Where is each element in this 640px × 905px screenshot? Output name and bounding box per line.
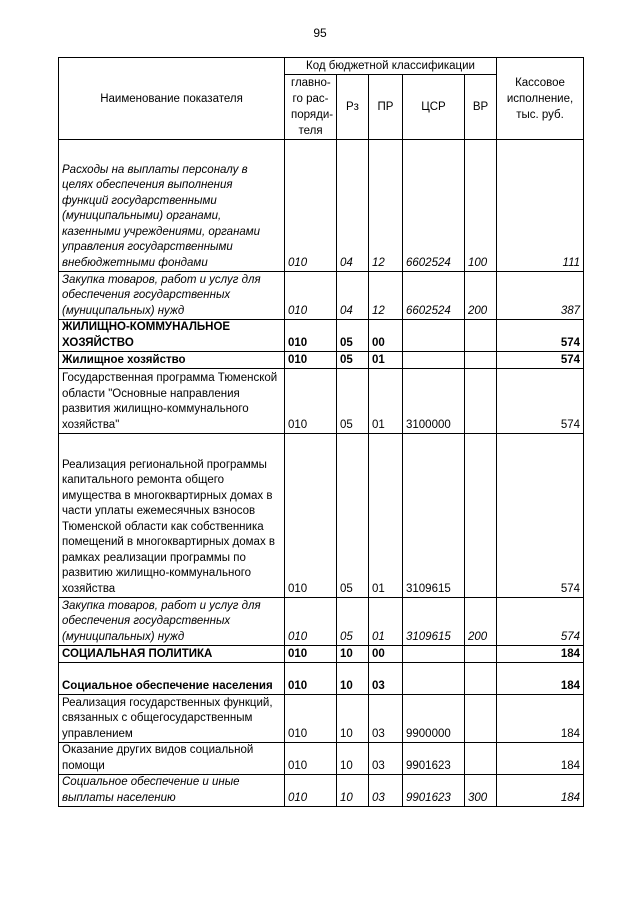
row-name-cell: Реализация государственных функций, связанных с общегосударственным управлением (59, 695, 285, 743)
row-glav-cell: 010 (285, 352, 337, 369)
row-amount-cell: 574 (497, 369, 584, 434)
row-name-cell: Жилищное хозяйство (59, 352, 285, 369)
row-pr-cell: 03 (369, 695, 403, 743)
row-amount-cell: 184 (497, 775, 584, 807)
row-pr-cell: 03 (369, 775, 403, 807)
row-pr-cell: 03 (369, 743, 403, 775)
row-name-cell: Социальное обеспечение населения (59, 663, 285, 695)
row-name-cell: СОЦИАЛЬНАЯ ПОЛИТИКА (59, 646, 285, 663)
row-name-cell: Расходы на выплаты персоналу в целях обеспечения выполнения функций государственными (муниципальными) органами, казенными учреждениями, органами управления государственными внебюджетными фондами (59, 140, 285, 272)
header-code-group: Код бюджетной классификации (285, 58, 497, 75)
row-glav-cell: 010 (285, 695, 337, 743)
row-csr-cell (403, 646, 465, 663)
row-glav-cell: 010 (285, 272, 337, 320)
table-row (59, 369, 584, 434)
header-rz: Рз (337, 75, 369, 140)
row-vr-cell: 200 (465, 598, 497, 646)
row-rz-cell: 04 (337, 272, 369, 320)
table-row (59, 695, 584, 743)
row-csr-cell: 3100000 (403, 369, 465, 434)
row-name-cell: Реализация региональной программы капитального ремонта общего имущества в многоквартирных домах в части уплаты ежемесячных взносов Тюменской области как собственника помещений в многоквартирных домах в рамках реализации программы по развитию жилищно-коммунального хозяйства (59, 434, 285, 598)
row-glav-cell: 010 (285, 369, 337, 434)
row-name-cell: Закупка товаров, работ и услуг для обеспечения государственных (муниципальных) нужд (59, 598, 285, 646)
row-amount-cell: 574 (497, 598, 584, 646)
row-pr-cell: 01 (369, 598, 403, 646)
table-row (59, 352, 584, 369)
row-csr-cell: 9901623 (403, 743, 465, 775)
row-csr-cell (403, 320, 465, 352)
table-row (59, 598, 584, 646)
header-amount: Кассовое исполнение, тыс. руб. (497, 58, 584, 140)
row-glav-cell: 010 (285, 140, 337, 272)
row-glav-cell: 010 (285, 775, 337, 807)
row-vr-cell (465, 434, 497, 598)
row-pr-cell: 00 (369, 320, 403, 352)
row-csr-cell (403, 352, 465, 369)
row-csr-cell: 3109615 (403, 598, 465, 646)
row-vr-cell: 100 (465, 140, 497, 272)
table-row (59, 663, 584, 695)
row-glav-cell: 010 (285, 743, 337, 775)
row-rz-cell: 04 (337, 140, 369, 272)
row-amount-cell: 574 (497, 320, 584, 352)
row-name-cell: Государственная программа Тюменской области "Основные направления развития жилищно-коммунального хозяйства" (59, 369, 285, 434)
table-body (59, 140, 584, 807)
row-pr-cell: 01 (369, 352, 403, 369)
row-rz-cell: 05 (337, 434, 369, 598)
row-pr-cell: 12 (369, 140, 403, 272)
row-csr-cell (403, 663, 465, 695)
row-rz-cell: 10 (337, 695, 369, 743)
row-csr-cell: 6602524 (403, 272, 465, 320)
row-vr-cell (465, 695, 497, 743)
table-row (59, 434, 584, 598)
row-pr-cell: 01 (369, 434, 403, 598)
row-amount-cell: 184 (497, 663, 584, 695)
header-csr: ЦСР (403, 75, 465, 140)
row-pr-cell: 03 (369, 663, 403, 695)
header-pr: ПР (369, 75, 403, 140)
page-number: 95 (313, 26, 327, 40)
row-vr-cell: 300 (465, 775, 497, 807)
row-vr-cell (465, 663, 497, 695)
table-row (59, 775, 584, 807)
table-row (59, 646, 584, 663)
header-glavny: главно-го рас-поряди-теля (285, 75, 337, 140)
row-rz-cell: 05 (337, 352, 369, 369)
row-pr-cell: 12 (369, 272, 403, 320)
row-amount-cell: 184 (497, 743, 584, 775)
row-vr-cell (465, 352, 497, 369)
row-name-cell: Социальное обеспечение и иные выплаты населению (59, 775, 285, 807)
row-csr-cell: 9901623 (403, 775, 465, 807)
row-vr-cell (465, 646, 497, 663)
row-vr-cell (465, 743, 497, 775)
row-rz-cell: 05 (337, 598, 369, 646)
row-amount-cell: 574 (497, 434, 584, 598)
row-name-cell: Оказание других видов социальной помощи (59, 743, 285, 775)
table-row (59, 140, 584, 272)
row-csr-cell: 3109615 (403, 434, 465, 598)
row-glav-cell: 010 (285, 434, 337, 598)
row-glav-cell: 010 (285, 320, 337, 352)
row-amount-cell: 111 (497, 140, 584, 272)
row-rz-cell: 10 (337, 663, 369, 695)
table-row (59, 743, 584, 775)
header-vr: ВР (465, 75, 497, 140)
row-pr-cell: 01 (369, 369, 403, 434)
row-glav-cell: 010 (285, 598, 337, 646)
row-rz-cell: 10 (337, 743, 369, 775)
row-name-cell: ЖИЛИЩНО-КОММУНАЛЬНОЕ ХОЗЯЙСТВО (59, 320, 285, 352)
row-amount-cell: 574 (497, 352, 584, 369)
row-vr-cell (465, 369, 497, 434)
table-row (59, 272, 584, 320)
row-glav-cell: 010 (285, 663, 337, 695)
row-rz-cell: 05 (337, 369, 369, 434)
row-glav-cell: 010 (285, 646, 337, 663)
row-name-cell: Закупка товаров, работ и услуг для обеспечения государственных (муниципальных) нужд (59, 272, 285, 320)
row-vr-cell (465, 320, 497, 352)
row-pr-cell: 00 (369, 646, 403, 663)
row-csr-cell: 6602524 (403, 140, 465, 272)
row-rz-cell: 10 (337, 646, 369, 663)
row-amount-cell: 184 (497, 695, 584, 743)
row-amount-cell: 387 (497, 272, 584, 320)
row-rz-cell: 05 (337, 320, 369, 352)
header-name: Наименование показателя (59, 58, 285, 140)
row-amount-cell: 184 (497, 646, 584, 663)
table-row (59, 320, 584, 352)
budget-table (58, 57, 584, 807)
row-rz-cell: 10 (337, 775, 369, 807)
row-csr-cell: 9900000 (403, 695, 465, 743)
row-vr-cell: 200 (465, 272, 497, 320)
